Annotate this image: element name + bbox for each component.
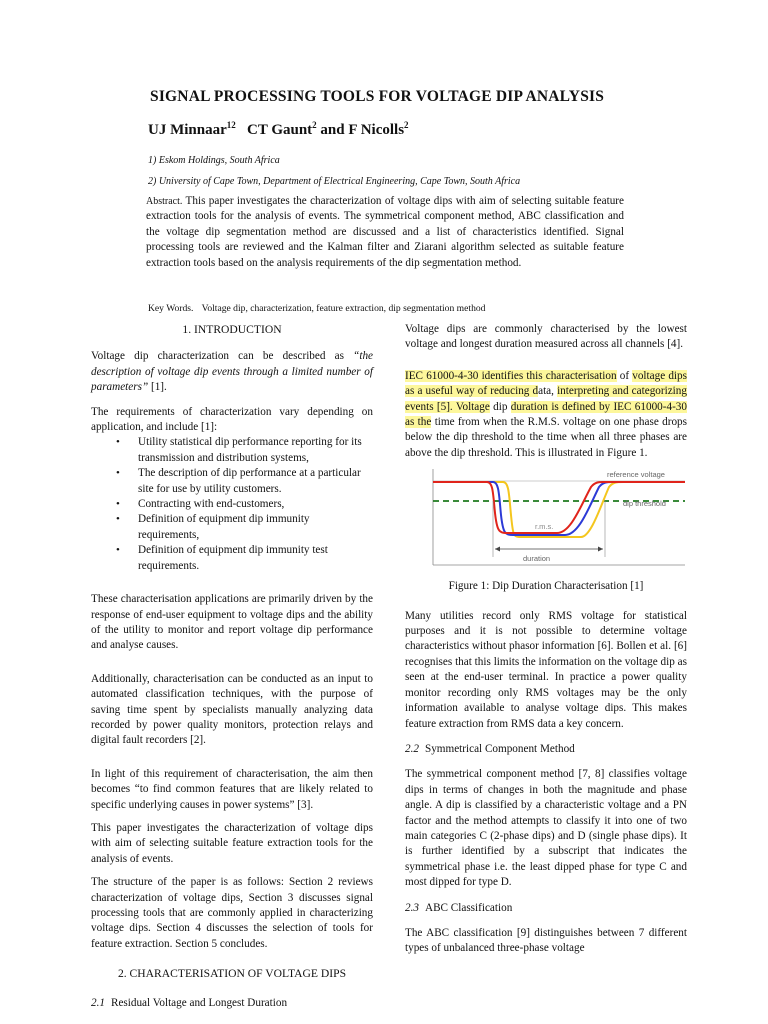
highlight: interpreting and categorizing events [5]. Voltage <box>405 385 687 413</box>
author-affil-marker: 2 <box>404 120 409 130</box>
paragraph: The requirements of characterization vary depending on application, and include [1]: <box>91 405 373 434</box>
list-item: • The description of dip performance at a particular site for use by utility customers. <box>138 466 373 497</box>
section-heading: 1. INTRODUCTION <box>182 323 282 336</box>
author-name: CT Gaunt <box>247 122 313 138</box>
phase-yellow-trace <box>433 482 685 537</box>
duration-label: duration <box>523 554 551 564</box>
paragraph: The structure of the paper is as follows: Section 2 reviews characterization of voltage dips, Section 3 discusses signal processing tools that are commonly applied in characterizing voltage dips. Section 4 discusses the selection of tools for feature extraction. Section 5 concludes. <box>91 876 373 950</box>
keywords <box>148 303 485 314</box>
subsection-title: Symmetrical Component Method <box>424 742 575 755</box>
author-affil-marker: 12 <box>226 120 236 130</box>
text-run: Voltage dip characterization can be described as <box>91 350 354 363</box>
paper-title: SIGNAL PROCESSING TOOLS FOR VOLTAGE DIP ANALYSIS <box>150 88 605 105</box>
subsection-number: 2.1 <box>91 996 105 1009</box>
abstract-text: This paper investigates the characterization of voltage dips with aim of selecting suitable feature extraction tools for the analysis of events. The symmetrical component method, ABC classification and the voltage dip segmentation method are discussed and a list of characteristics identified. Signal processing tools are reviewed and the Kalman filter and Ziarani algorithm selected as suitable feature extraction tools based on the analysis requirements of the dip segmentation method. <box>146 195 624 269</box>
arrowhead-left <box>495 547 500 552</box>
abstract <box>146 194 624 271</box>
subsection-title: ABC Classification <box>424 901 513 914</box>
list-item: • Definition of equipment dip immunity requirements, <box>138 512 373 543</box>
paragraph <box>91 349 373 395</box>
subsection-number: 2.2 <box>405 742 419 755</box>
text-run: ata, <box>538 385 558 398</box>
paragraph: The symmetrical component method [7, 8] classifies voltage dips in terms of changes in both the magnitude and phase angle. A dip is classified by a characteristic voltage and a PN factor and the method attempts to classify it into one of two main categories C (2-phase dips) and D (single phase dips). It is further identified by a subscript that indicates the symmetrical phase i.e. the least dipped phase for type C and most dipped for type D. <box>405 768 687 889</box>
highlight: IEC 61000-4-30 identifies this characterisation <box>405 369 617 382</box>
list-item: • Contracting with end-customers, <box>138 497 373 512</box>
subsection-heading <box>405 901 687 916</box>
author-name: and F Nicolls <box>320 122 405 138</box>
text-run: dip <box>489 400 511 413</box>
highlight: duration is defined by IEC 61000-4-30 as the <box>405 400 687 429</box>
text-run: of <box>616 369 633 382</box>
phase-blue-trace <box>433 482 685 535</box>
affiliation-1: 1) Eskom Holdings, South Africa <box>148 155 280 166</box>
subsection-number: 2.3 <box>405 901 419 914</box>
paragraph: Voltage dips are commonly characterised by the lowest voltage and longest duration measured across all channels [4]. <box>405 323 687 351</box>
text-run: [1]. <box>148 381 167 394</box>
section-heading: 2. CHARACTERISATION OF VOLTAGE DIPS <box>117 967 347 981</box>
list-item: • Definition of equipment dip immunity test requirements. <box>138 543 373 574</box>
paragraph: Many utilities record only RMS voltage for statistical purposes and it is not possible to determine voltage characteristics without phasor information [6]. Bollen et al. [6] recognises that this limits the information on the voltage dip as seen at the end-user terminal. In practice a power quality monitor recording only RMS voltages may be the only information available to analyse voltage dips. This makes feature extraction from RMS data a key concern. <box>405 609 687 730</box>
author-name: UJ Minnaar <box>148 122 227 138</box>
left-column <box>91 322 373 1011</box>
figure-caption: Figure 1: Dip Duration Characterisation [1] <box>448 580 644 593</box>
paragraph-highlighted <box>405 369 687 461</box>
rms-label: r.m.s. <box>535 522 554 532</box>
paragraph: These characterisation applications are primarily driven by the response of end-user equipment to voltage dips and the ability of the utility to monitor and report voltage dip performance and analyse causes. <box>91 593 373 652</box>
paragraph: In light of this requirement of characterisation, the aim then becomes “to find common features that are likely related to specific underlying causes in power systems” [3]. <box>91 767 373 811</box>
highlight: voltage dips as a useful way of reducing d <box>405 369 687 398</box>
keywords-label: Key Words. <box>148 303 194 314</box>
bullet-list <box>91 435 373 574</box>
keywords-text: Voltage dip, characterization, feature extraction, dip segmentation method <box>201 303 486 314</box>
arrowhead-right <box>598 547 603 552</box>
quote-text: “the description of voltage dip events through a limited number of parameters” <box>91 350 373 394</box>
reference-voltage-label: reference voltage <box>607 470 665 480</box>
right-column <box>405 322 687 957</box>
subsection-heading <box>91 996 373 1011</box>
affiliation-2: 2) University of Cape Town, Department of Electrical Engineering, Cape Town, South Africa <box>148 176 521 187</box>
text-run: time from when the R.M.S. voltage on one phase drops below the dip threshold to the time when all three phases are above the dip threshold. This is illustrated in Figure 1. <box>405 416 687 459</box>
author-affil-marker: 2 <box>312 120 317 130</box>
subsection-title: Residual Voltage and Longest Duration <box>110 996 288 1009</box>
paragraph: This paper investigates the characterization of voltage dips with aim of selecting suitable feature extraction tools for the analysis of events. <box>91 821 373 865</box>
subsection-heading <box>405 742 687 757</box>
author-list <box>148 120 409 139</box>
dip-duration-diagram <box>405 465 687 569</box>
dip-threshold-label: dip threshold <box>623 499 666 509</box>
paragraph: Additionally, characterisation can be conducted as an input to automated classification techniques, with the purpose of saving time spent by specialists manually analyzing data recorded by power quality monitors, protection relays and digital fault recorders [2]. <box>91 672 373 747</box>
paragraph: The ABC classification [9] distinguishes between 7 different types of unbalanced three-phase voltage <box>405 926 687 955</box>
abstract-label: Abstract. <box>146 196 183 207</box>
list-item: • Utility statistical dip performance reporting for its transmission and distribution systems, <box>138 435 373 466</box>
figure-dip-duration <box>405 465 687 569</box>
